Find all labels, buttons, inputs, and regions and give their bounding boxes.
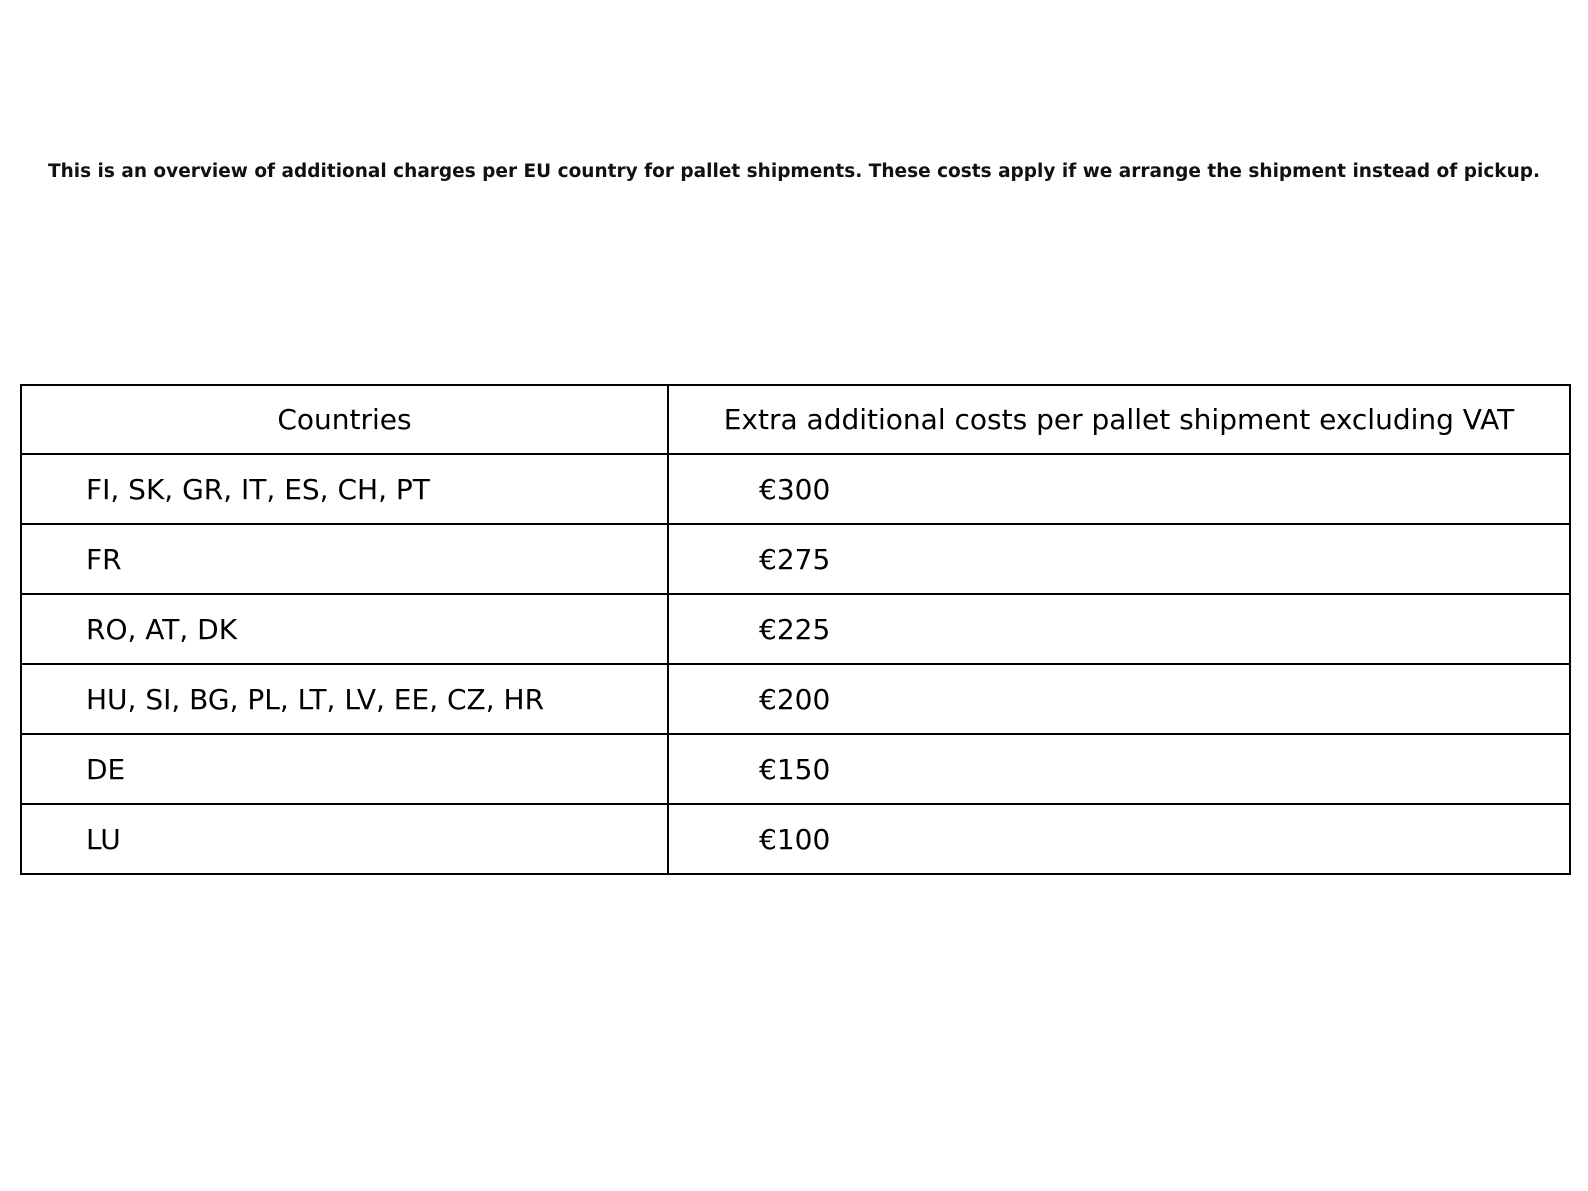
charges-table	[20, 384, 1571, 875]
cost-cell: €300	[668, 454, 1570, 524]
countries-cell: LU	[21, 804, 668, 874]
countries-cell: FI, SK, GR, IT, ES, CH, PT	[21, 454, 668, 524]
table-header-row	[21, 385, 1570, 454]
countries-cell: HU, SI, BG, PL, LT, LV, EE, CZ, HR	[21, 664, 668, 734]
countries-cell: RO, AT, DK	[21, 594, 668, 664]
table-row	[21, 734, 1570, 804]
intro-text: This is an overview of additional charges per EU country for pallet shipments. These costs apply if we arrange the shipment instead of pickup.	[47, 161, 1541, 182]
countries-cell: FR	[21, 524, 668, 594]
countries-cell: DE	[21, 734, 668, 804]
column-header-countries: Countries	[21, 385, 668, 454]
column-header-extra-costs: Extra additional costs per pallet shipment excluding VAT	[668, 385, 1570, 454]
cost-cell: €200	[668, 664, 1570, 734]
cost-cell: €225	[668, 594, 1570, 664]
table-row	[21, 454, 1570, 524]
cost-cell: €275	[668, 524, 1570, 594]
table-row	[21, 664, 1570, 734]
table-row	[21, 594, 1570, 664]
cost-cell: €150	[668, 734, 1570, 804]
table-row	[21, 524, 1570, 594]
table-row	[21, 804, 1570, 874]
cost-cell: €100	[668, 804, 1570, 874]
